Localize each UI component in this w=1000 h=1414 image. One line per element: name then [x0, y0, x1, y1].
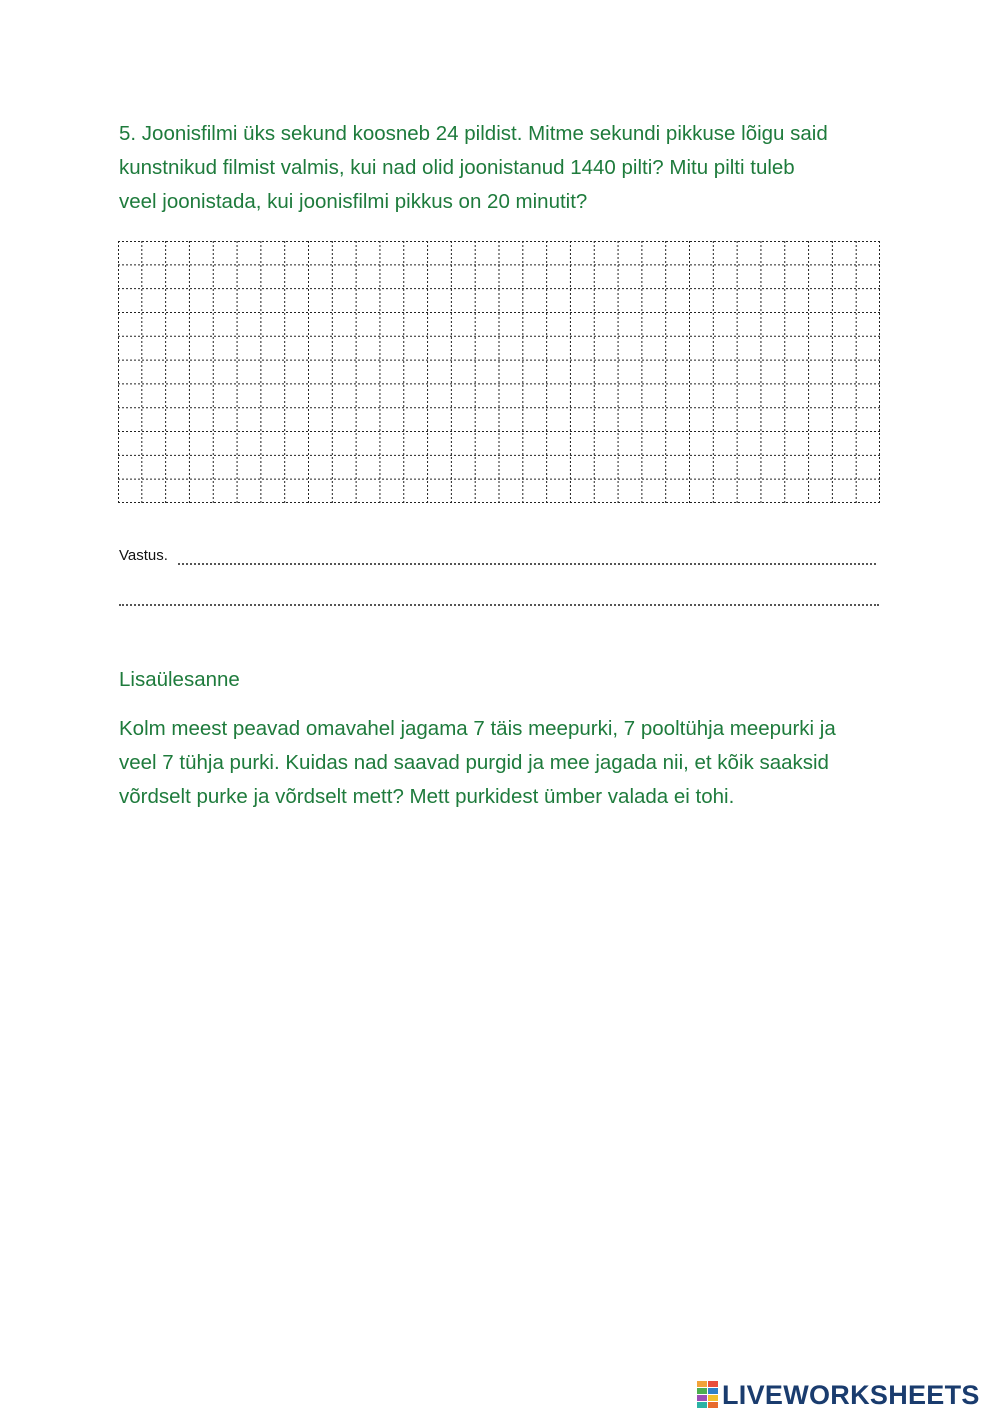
answer-line-1 — [119, 547, 879, 564]
extra-task-title: Lisaülesanne — [119, 668, 240, 691]
answer-dotted-line-1[interactable] — [178, 563, 876, 565]
liveworksheets-logo — [697, 1378, 980, 1412]
task-5-line-2: kunstnikud filmist valmis, kui nad olid joonistanud 1440 pilti? Mitu pilti tuleb — [119, 156, 795, 179]
task-5-line-3: veel joonistada, kui joonisfilmi pikkus on 20 minutit? — [119, 190, 588, 213]
extra-task-line-1: Kolm meest peavad omavahel jagama 7 täis meepurki, 7 pooltühja meepurki ja — [119, 717, 836, 740]
answer-dotted-line-2[interactable] — [119, 604, 879, 606]
extra-task-line-2: veel 7 tühja purki. Kuidas nad saavad purgid ja mee jagada nii, et kõik saaksid — [119, 751, 829, 774]
logo-wordmark: LIVEWORKSHEETS — [722, 1379, 980, 1410]
liveworksheets-logo-icon — [697, 1381, 719, 1409]
task-5-question — [119, 117, 899, 219]
task-5-line-1: 5. Joonisfilmi üks sekund koosneb 24 pildist. Mitme sekundi pikkuse lõigu said — [119, 122, 828, 145]
answer-label: Vastus. — [119, 547, 172, 564]
extra-task-line-3: võrdselt purke ja võrdselt mett? Mett purkidest ümber valada ei tohi. — [119, 785, 735, 808]
squared-work-grid[interactable] — [118, 241, 880, 503]
extra-task-question — [119, 712, 899, 814]
